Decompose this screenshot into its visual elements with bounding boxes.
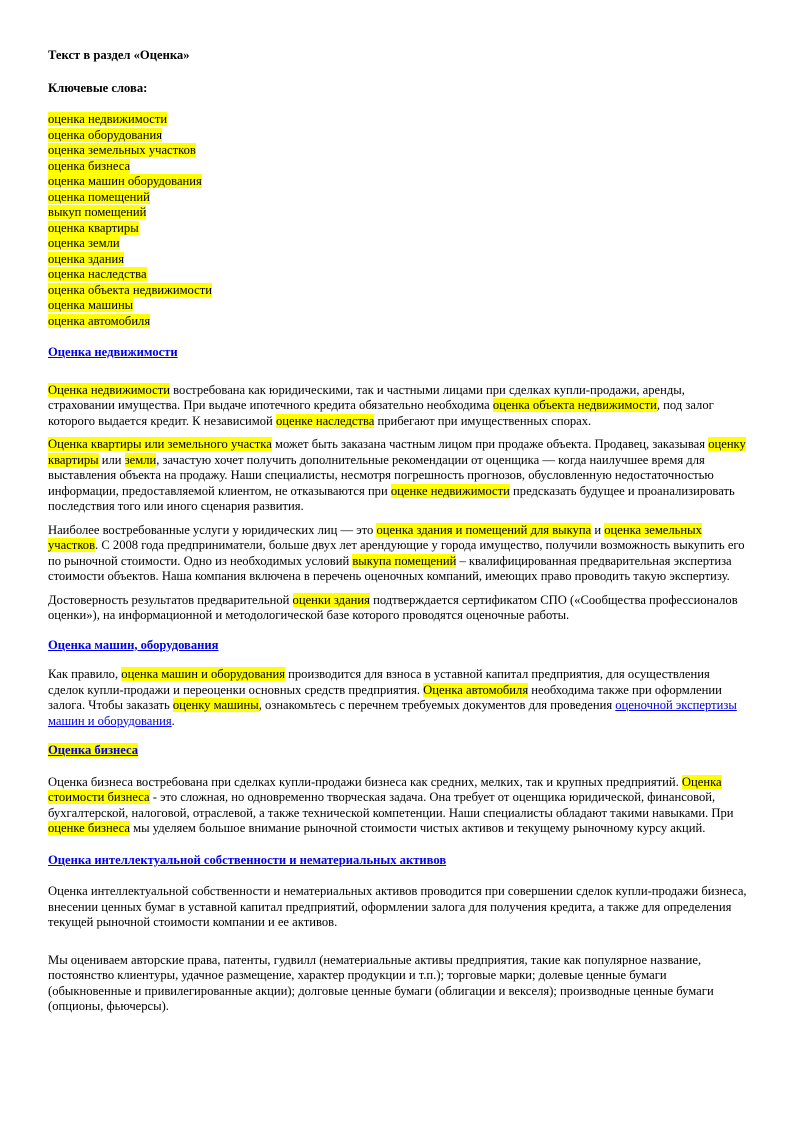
section-title-realty[interactable]: [48, 345, 748, 361]
keyword-item: выкуп помещений: [48, 205, 147, 219]
keyword-item: оценка объекта недвижимости: [48, 282, 212, 297]
section-link-business[interactable]: Оценка бизнеса: [48, 743, 139, 757]
document-title: Текст в раздел «Оценка»: [48, 48, 190, 62]
keyword-item: оценка автомобиля: [48, 313, 151, 328]
keyword-item: оценка машины: [48, 298, 134, 312]
keyword-item: оценка здания: [48, 251, 125, 266]
section-title-business[interactable]: [48, 743, 748, 759]
keyword-item: оценка квартиры: [48, 220, 139, 235]
keyword-item: оценка бизнеса: [48, 158, 131, 173]
keyword-item: оценка земельных участков: [48, 143, 196, 157]
realty-paragraph-2: Оценка квартиры или земельного участка может быть заказана частным лицом при продаже объекта. Продавец, заказывая оценку квартиры или земли, зачастую хочет получить дополнительные рекомендации от оценщика — когда наилучшее время для выставления объекта на продажу. Наши специалисты, несмотря погрешность прогнозов, обусловленную недостаточностью информации, предоставляемой клиентом, не отказываются при оценке недвижимости предсказать будущее и проанализировать последствия того или иного сценария развития.: [48, 437, 746, 513]
keyword-item: оценка недвижимости: [48, 112, 168, 126]
ip-paragraph-1: Оценка интеллектуальной собственности и нематериальных активов проводится при совершении сделок купли-продажи бизнеса, внесении ценных бумаг в уставной капитал предприятий, оформлении залога для получения кредита, а также для определения текущей рыночной стоимости компании и ее активов.: [48, 884, 747, 929]
realty-paragraph-3: Наиболее востребованные услуги у юридических лиц — это оценка здания и помещений для выкупа и оценка земельных участков. С 2008 года предприниматели, больше двух лет арендующие у города имущество, получили возможность выкупить его по рыночной стоимости. Одно из необходимых условий выкупа помещений – квалифицированная предварительная экспертиза стоимости объектов. Наша компания включена в перечень оценочных компаний, имеющих право проводить такую экспертизу.: [48, 522, 745, 583]
machines-expertise-link[interactable]: оценочной экспертизы машин и оборудования: [48, 698, 737, 728]
document-page: [48, 48, 748, 1023]
keyword-item: оценка земли: [48, 236, 120, 250]
section-title-ip[interactable]: [48, 853, 748, 869]
realty-paragraph-4: Достоверность результатов предварительной оценки здания подтверждается сертификатом СПО («Сообщества профессионалов оценки»), на информационной и методологической базе которого проводятся оценочные работы.: [48, 592, 738, 622]
keywords-list: [48, 112, 748, 329]
section-link-machines[interactable]: Оценка машин, оборудования: [48, 637, 219, 652]
ip-paragraph-2: Мы оцениваем авторские права, патенты, гудвилл (нематериальные активы предприятия, такие как популярное название, постоянство клиентуры, удачное размещение, характер продукции и т.п.); торговые марки; долевые ценные бумаги (обыкновенные и привилегированные акции); долговые ценные бумаги (облигации и векселя); производные ценные бумаги (опционы, фьючерсы).: [48, 952, 714, 1013]
keywords-heading: Ключевые слова:: [48, 80, 148, 95]
keyword-item: оценка машин оборудования: [48, 174, 202, 188]
keyword-item: оценка наследства: [48, 267, 147, 281]
business-paragraph-1: Оценка бизнеса востребована при сделках купли-продажи бизнеса как средних, мелких, так и крупных предприятий. Оценка стоимости бизнеса - это сложная, но одновременно творческая задача. Она требует от оценщика юридической, финансовой, бухгалтерской, налоговой, отраслевой, а также технической компетенции. Наши специалисты обладают такими навыками. При оценке бизнеса мы уделяем большое внимание рыночной стоимости чистых активов и текущему рыночному курсу акций.: [48, 774, 734, 835]
section-link-realty[interactable]: Оценка недвижимости: [48, 345, 178, 359]
section-title-machines[interactable]: [48, 638, 748, 654]
keyword-item: оценка помещений: [48, 189, 150, 204]
section-link-ip[interactable]: Оценка интеллектуальной собственности и нематериальных активов: [48, 852, 447, 867]
machines-paragraph-1: Как правило, оценка машин и оборудования производится для взноса в уставной капитал предприятия, для осуществления сделок купли-продажи и переоценки основных средств предприятия. Оценка автомобиля необходима также при оформлении залога. Чтобы заказать оценку машины, ознакомьтесь с перечнем требуемых документов для проведения оценочной экспертизы машин и оборудования.: [48, 667, 737, 728]
realty-paragraph-1: Оценка недвижимости востребована как юридическими, так и частными лицами при сделках купли-продажи, аренды, страховании имущества. При выдаче ипотечного кредита обязательно необходима оценка объекта недвижимости, под залог которого выдается кредит. К независимой оценке наследства прибегают при имущественных спорах.: [48, 382, 714, 428]
keyword-item: оценка оборудования: [48, 127, 163, 142]
